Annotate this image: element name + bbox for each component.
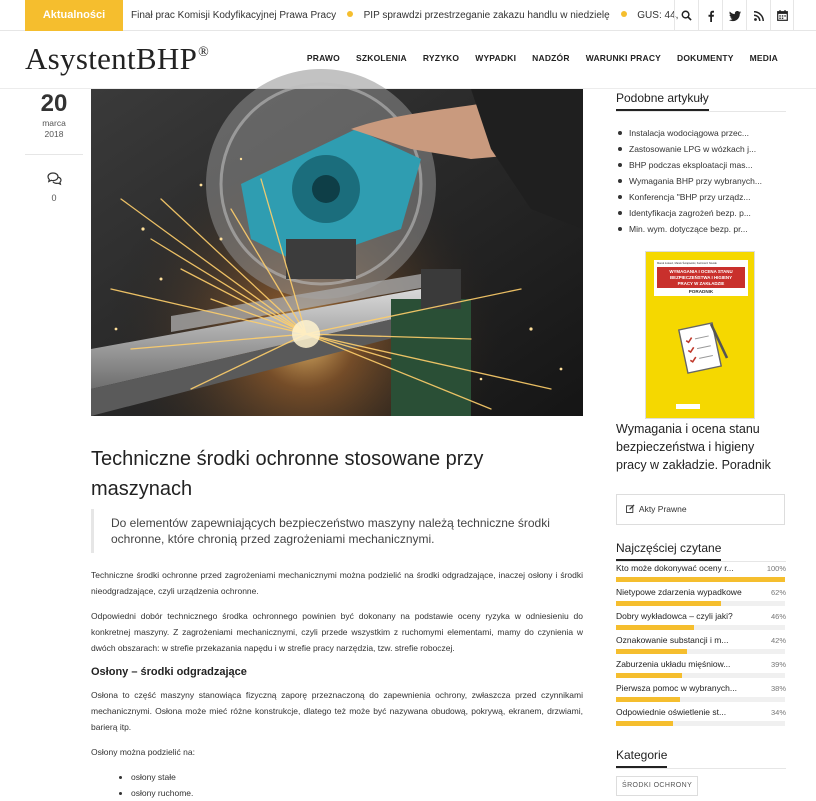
book-cover-authors: Marek Łukasz, Marek Świątowski, Kazimierz Nowak — [657, 262, 717, 265]
article-list — [91, 769, 583, 801]
popular-progress-bar — [616, 577, 785, 582]
book-cover-image[interactable] — [645, 251, 755, 419]
nav-item-szkolenia[interactable]: SZKOLENIA — [355, 53, 407, 63]
akty-prawne-button[interactable] — [616, 494, 785, 525]
article-paragraph: Odpowiedni dobór technicznego środka ochronnego powinien być dokonany na podstawie oceny ryzyka w odniesieniu do konkretnej maszyny. Z zagrożeniami mechanicznymi, czyli przede wszystkim z ruchomymi elementami, mamy do czynienia w dwóch obszarach: w strefie przekazania napędu i w strefie pracy narzędzia, tzw. strefie roboczej. — [91, 611, 583, 653]
popular-item[interactable] — [616, 656, 786, 680]
logo-text: AsystentBHP — [25, 41, 198, 76]
book-cover-line: WYMAGANIA I OCENA STANU — [669, 269, 733, 275]
popular-item[interactable] — [616, 632, 786, 656]
popular-progress-track — [616, 697, 785, 702]
article-lead-quote: Do elementów zapewniających bezpieczeństwo maszyny należą techniczne środki ochronne, które chronią przed zagrożeniami mechanicznymi. — [91, 509, 583, 553]
book-title-link[interactable]: Wymagania i ocena stanu bezpieczeństwa i higieny pracy w zakładzie. Poradnik — [616, 422, 771, 472]
similar-articles-heading: Podobne artykuły — [616, 91, 709, 111]
popular-list — [616, 560, 786, 728]
popular-progress-bar — [616, 721, 673, 726]
clipboard-icon — [671, 316, 731, 376]
popular-item-percent: 42% — [770, 636, 786, 645]
popular-progress-track — [616, 601, 785, 606]
popular-widget-header — [616, 539, 786, 562]
ticker-label: Aktualności — [25, 0, 123, 31]
widget-divider — [616, 111, 786, 112]
book-cover-header — [654, 260, 748, 296]
similar-article-link[interactable]: BHP podczas eksploatacji mas... — [616, 157, 786, 173]
nav-item-wypadki[interactable]: WYPADKI — [475, 53, 517, 63]
sidebar — [616, 89, 786, 789]
popular-progress-track — [616, 577, 785, 582]
popular-progress-bar — [616, 697, 680, 702]
popular-progress-bar — [616, 625, 694, 630]
book-cover-line: BEZPIECZEŃSTWA I HIGIENY — [669, 275, 733, 280]
site-header — [0, 31, 816, 89]
calendar-icon[interactable] — [770, 0, 794, 31]
search-icon[interactable] — [674, 0, 698, 31]
category-tag[interactable]: ŚRODKI OCHRONY — [616, 776, 698, 796]
publisher-logo — [676, 404, 700, 409]
similar-article-link[interactable]: Identyfikacja zagrożeń bezp. p... — [616, 205, 786, 221]
ticker-item[interactable]: GUS: 44, — [637, 10, 679, 21]
popular-item-title[interactable]: Pierwsza pomoc w wybranych... — [616, 683, 737, 693]
edit-icon — [626, 504, 635, 513]
nav-item-dokumenty[interactable]: DOKUMENTY — [677, 53, 734, 63]
twitter-icon[interactable] — [722, 0, 746, 31]
hero-image — [91, 89, 583, 416]
similar-article-link[interactable]: Zastosowanie LPG w wózkach j... — [616, 141, 786, 157]
similar-article-link[interactable]: Min. wym. dotyczące bezp. pr... — [616, 221, 786, 237]
article-title: Techniczne środki ochronne stosowane przy maszynach — [91, 448, 484, 500]
popular-item-title[interactable]: Dobry wykładowca – czyli jaki? — [616, 611, 733, 621]
book-cover-line: PRACY W ZAKŁADZIE — [677, 280, 725, 286]
popular-item-title[interactable]: Odpowiednie oświetlenie st... — [616, 707, 727, 717]
book-cover-title-band — [657, 267, 745, 288]
similar-article-link[interactable]: Konferencja "BHP przy urządz... — [616, 189, 786, 205]
nav-item-ryzyko[interactable]: RYZYKO — [422, 53, 460, 63]
popular-item-percent: 46% — [770, 612, 786, 621]
popular-item[interactable] — [616, 608, 786, 632]
widget-divider — [616, 768, 786, 769]
popular-item-percent: 62% — [770, 588, 786, 597]
similar-article-link[interactable]: Instalacja wodociągowa przec... — [616, 125, 786, 141]
article-paragraph: Osłona to część maszyny stanowiąca fizyczną zaporę przeznaczoną do zapewnienia ochrony, zwłaszcza przed czynnikami mechanicznymi. Osłona może mieć różne konstrukcje, dlatego też może być nazywana obudową, pokrywą, ekranem, drzwiami, barierą itp. — [91, 690, 583, 732]
popular-item-title[interactable]: Zaburzenia układu mięśniow... — [616, 659, 731, 669]
popular-heading: Najczęściej czytane — [616, 541, 721, 561]
rss-icon[interactable] — [746, 0, 770, 31]
popular-item-percent: 38% — [770, 684, 786, 693]
ticker-item[interactable]: PIP sprawdzi przestrzeganie zakazu handlu w niedzielę — [363, 10, 610, 21]
popular-item-percent: 100% — [766, 564, 786, 573]
ticker-track — [131, 0, 679, 31]
book-cover-subtitle: PORADNIK — [688, 289, 714, 295]
ticker-item[interactable]: Finał prac Komisji Kodyfikacyjnej Prawa Pracy — [131, 10, 337, 21]
main-nav — [307, 53, 778, 63]
comments-count: 0 — [51, 193, 57, 203]
popular-progress-bar — [616, 673, 682, 678]
similar-articles-list — [616, 125, 786, 237]
post-date-day: 20 — [40, 90, 68, 117]
popular-item[interactable] — [616, 680, 786, 704]
date-divider — [25, 154, 83, 155]
article-paragraph: Osłony można podzielić na: — [91, 747, 195, 757]
akty-prawne-label: Akty Prawne — [638, 504, 687, 514]
post-date-year: 2018 — [44, 129, 64, 139]
popular-progress-track — [616, 721, 785, 726]
popular-item-percent: 39% — [770, 660, 786, 669]
top-icons — [674, 0, 794, 31]
comments-link[interactable] — [25, 172, 83, 203]
nav-item-media[interactable]: MEDIA — [749, 53, 778, 63]
list-item: • osłony stałe — [131, 769, 583, 785]
nav-item-nadzor[interactable]: NADZÓR — [532, 53, 570, 63]
article-body — [91, 567, 583, 801]
popular-item-percent: 34% — [770, 708, 786, 717]
nav-item-prawo[interactable]: PRAWO — [306, 53, 340, 63]
popular-progress-track — [616, 649, 785, 654]
article-paragraph: Techniczne środki ochronne przed zagrożeniami mechanicznymi można podzielić na środki odgradzające, inaczej osłony i środki nieodgradzające, czyli urządzenia ochronne. — [91, 570, 583, 596]
popular-progress-bar — [616, 601, 721, 606]
categories-widget-header — [616, 746, 786, 769]
list-item: • osłony ruchome. — [131, 785, 583, 801]
site-logo[interactable] — [25, 41, 209, 77]
similar-articles-widget — [616, 89, 786, 237]
popular-item[interactable] — [616, 584, 786, 608]
ticker-separator-dot — [621, 11, 627, 17]
popular-item[interactable] — [616, 704, 786, 728]
similar-article-link[interactable]: Wymagania BHP przy wybranych... — [616, 173, 786, 189]
popular-item-title[interactable]: Nietypowe zdarzenia wypadkowe — [616, 587, 742, 597]
nav-item-warunki-pracy[interactable]: WARUNKI PRACY — [585, 53, 662, 63]
article-subheading: Osłony – środki odgradzające — [91, 666, 247, 678]
popular-item[interactable] — [616, 560, 786, 584]
categories-heading: Kategorie — [616, 748, 667, 768]
facebook-icon[interactable] — [698, 0, 722, 31]
popular-progress-track — [616, 673, 785, 678]
popular-item-title[interactable]: Kto może dokonywać oceny r... — [616, 563, 734, 573]
comments-icon — [47, 172, 62, 185]
hero-illustration — [91, 89, 583, 416]
ticker-separator-dot — [347, 11, 353, 17]
news-ticker-bar — [0, 0, 816, 31]
popular-progress-bar — [616, 649, 687, 654]
popular-progress-track — [616, 625, 785, 630]
post-date-column — [25, 90, 83, 203]
popular-item-title[interactable]: Oznakowanie substancji i m... — [616, 635, 729, 645]
post-date-month: marca — [42, 118, 66, 128]
logo-registered-mark: ® — [198, 45, 210, 60]
